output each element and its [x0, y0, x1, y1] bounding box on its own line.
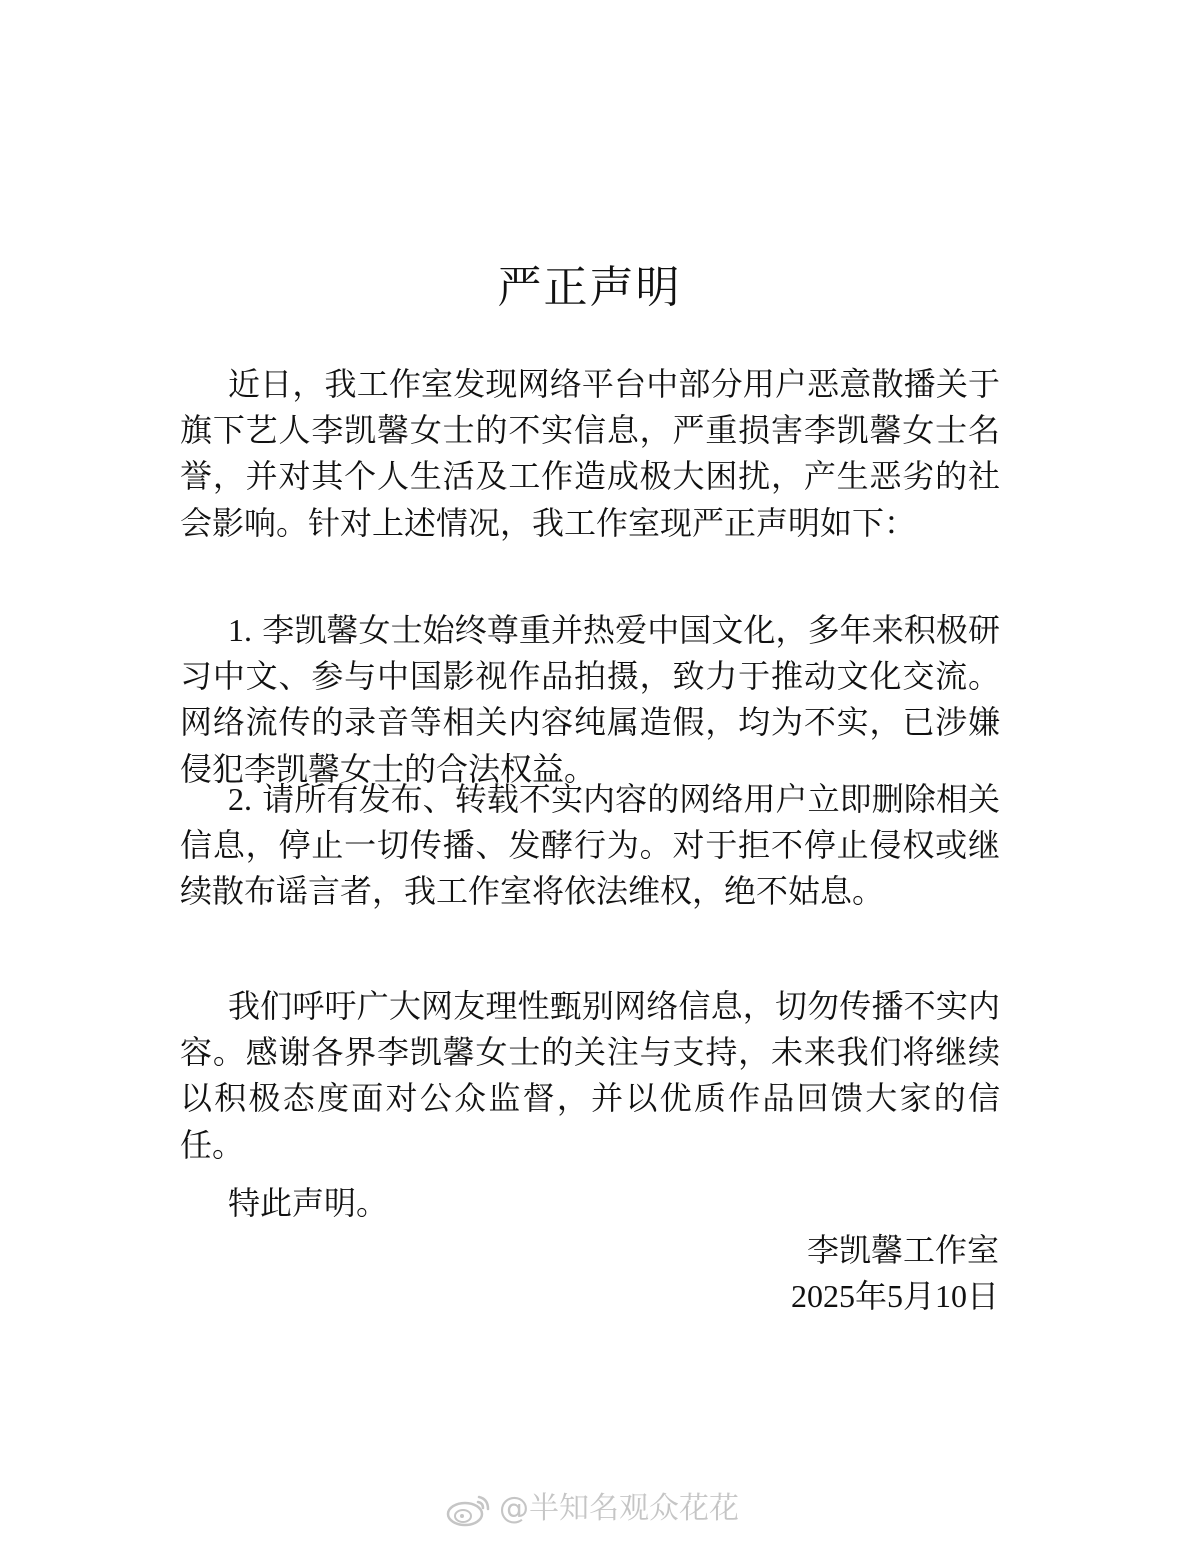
signature-date: 2025年5月10日 [790, 1278, 999, 1314]
item-text: 李凯馨女士始终尊重并热爱中国文化，多年来积极研习中文、参与中国影视作品拍摄，致力于推动文化交流。网络流传的录音等相关内容纯属造假，均为不实，已涉嫌侵犯李凯馨女士的合法权益。 [180, 611, 1001, 788]
item-number: 2. [228, 781, 252, 817]
watermark [445, 1486, 739, 1532]
intro-paragraph: 近日，我工作室发现网络平台中部分用户恶意散播关于旗下艺人李凯馨女士的不实信息，严重损害李凯馨女士名誉，并对其个人生活及工作造成极大困扰，产生恶劣的社会影响。针对上述情况，我工作室现严正声明如下： [180, 365, 1000, 542]
numbered-item-1 [180, 607, 1000, 792]
weibo-logo-icon [445, 1489, 493, 1529]
item-number: 1. [228, 612, 252, 648]
numbered-item-2 [180, 776, 1000, 915]
item-text: 请所有发布、转载不实内容的网络用户立即删除相关信息，停止一切传播、发酵行为。对于拒不停止侵权或继续散布谣言者，我工作室将依法维权，绝不姑息。 [180, 780, 1001, 911]
document-title: 严正声明 [497, 262, 682, 313]
signature-name: 李凯馨工作室 [806, 1231, 999, 1269]
watermark-text: @半知名观众花花 [499, 1491, 739, 1526]
appeal-paragraph: 我们呼吁广大网友理性甄别网络信息，切勿传播不实内容。感谢各界李凯馨女士的关注与支持，未来我们将继续以积极态度面对公众监督，并以优质作品回馈大家的信任。 [180, 987, 1000, 1164]
closing-line: 特此声明。 [228, 1184, 389, 1222]
